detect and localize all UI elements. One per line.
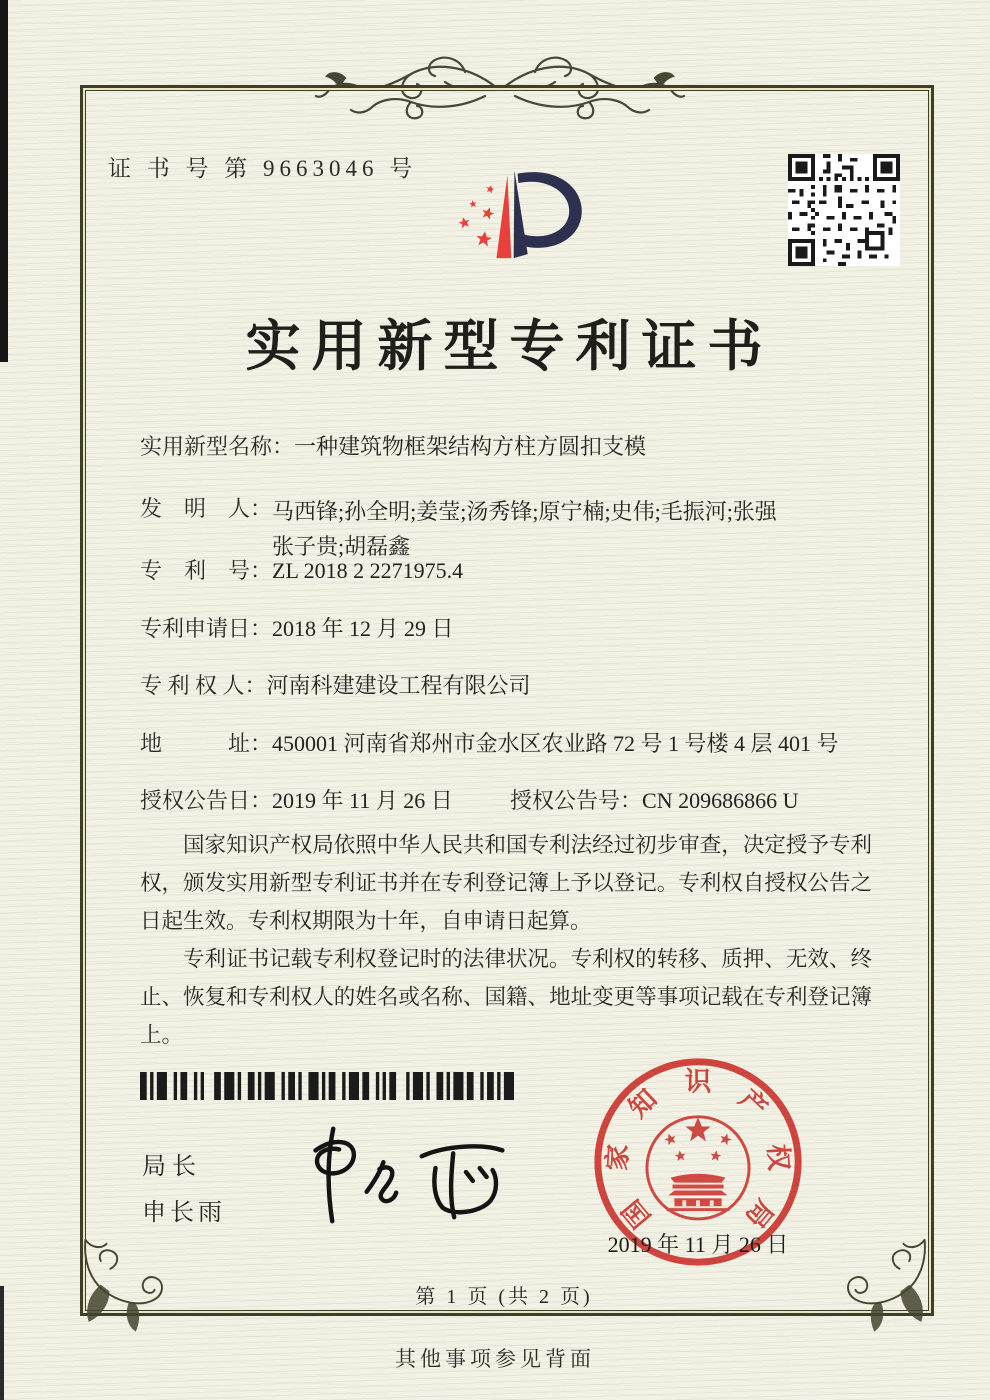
- field-label: 授权公告日：: [140, 788, 273, 813]
- field-value: 2019 年 11 月 26 日: [272, 788, 453, 813]
- field-filing-date: [140, 614, 880, 644]
- field-label: 实用新型名称：: [140, 434, 295, 459]
- seal-char: 权: [762, 1143, 795, 1172]
- field-grant: [140, 786, 880, 816]
- national-emblem-icon: [647, 1117, 749, 1219]
- field-value: 2018 年 12 月 29 日: [272, 616, 454, 641]
- field-value: 一种建筑物框架结构方柱方圆扣支模: [294, 434, 647, 459]
- seal-char: 产: [733, 1083, 774, 1124]
- legal-paragraph-2: 专利证书记载专利权登记时的法律状况。专利权的转移、质押、无效、终止、恢复和专利权人的姓名或名称、国籍、地址变更等事项记载在专利登记簿上。: [140, 947, 872, 1047]
- scan-edge-artifact: [0, 0, 8, 362]
- qr-code: [788, 154, 900, 266]
- field-patentee: [140, 671, 880, 701]
- field-label: 专 利 权 人：: [140, 673, 267, 698]
- field-label: 地 址：: [140, 731, 273, 756]
- back-side-note: 其他事项参见背面: [395, 1347, 595, 1371]
- director-signature: [288, 1112, 524, 1236]
- cnipa-patent-logo-icon: [430, 144, 602, 294]
- field-value: 450001 河南省郑州市金水区农业路 72 号 1 号楼 4 层 401 号: [272, 731, 839, 756]
- seal-char: 知: [622, 1083, 663, 1124]
- field-value: 河南科建建设工程有限公司: [266, 673, 531, 698]
- certificate-number: 证 书 号 第 9663046 号: [108, 156, 418, 181]
- field-label: 专 利 号：: [140, 558, 273, 583]
- barcode: [140, 1072, 514, 1100]
- certificate-title: 实用新型专利证书: [245, 316, 774, 377]
- field-label: 专利申请日：: [140, 616, 273, 641]
- page-number: 第 1 页 (共 2 页): [415, 1286, 593, 1308]
- field-label: 发 明 人：: [140, 496, 273, 521]
- legal-text: [140, 826, 872, 1054]
- seal-char: 局: [739, 1193, 780, 1234]
- field-grant-number: 授权公告号：CN 209686866 U: [510, 788, 799, 813]
- field-address: [140, 729, 880, 759]
- seal-char: 家: [601, 1143, 634, 1172]
- field-inventors: [140, 494, 880, 564]
- field-patent-number: [140, 556, 880, 586]
- director-name: 申长雨: [142, 1200, 226, 1226]
- seal-date: 2019 年 11 月 26 日: [607, 1232, 789, 1257]
- field-value: 马西锋;孙全明;姜莹;汤秀锋;原宁楠;史伟;毛振河;张强 张子贵;胡磊鑫: [272, 499, 777, 559]
- field-value: ZL 2018 2 2271975.4: [272, 558, 464, 583]
- seal-char: 国: [616, 1193, 657, 1234]
- director-title: 局长: [142, 1154, 202, 1180]
- seal-char: 识: [684, 1066, 712, 1097]
- field-utility-model-name: [140, 432, 880, 462]
- legal-paragraph-1: 国家知识产权局依照中华人民共和国专利法经过初步审查，决定授予专利权，颁发实用新型专利证书并在专利登记簿上予以登记。专利权自授权公告之日起生效。专利权期限为十年，自申请日起算。: [140, 833, 872, 933]
